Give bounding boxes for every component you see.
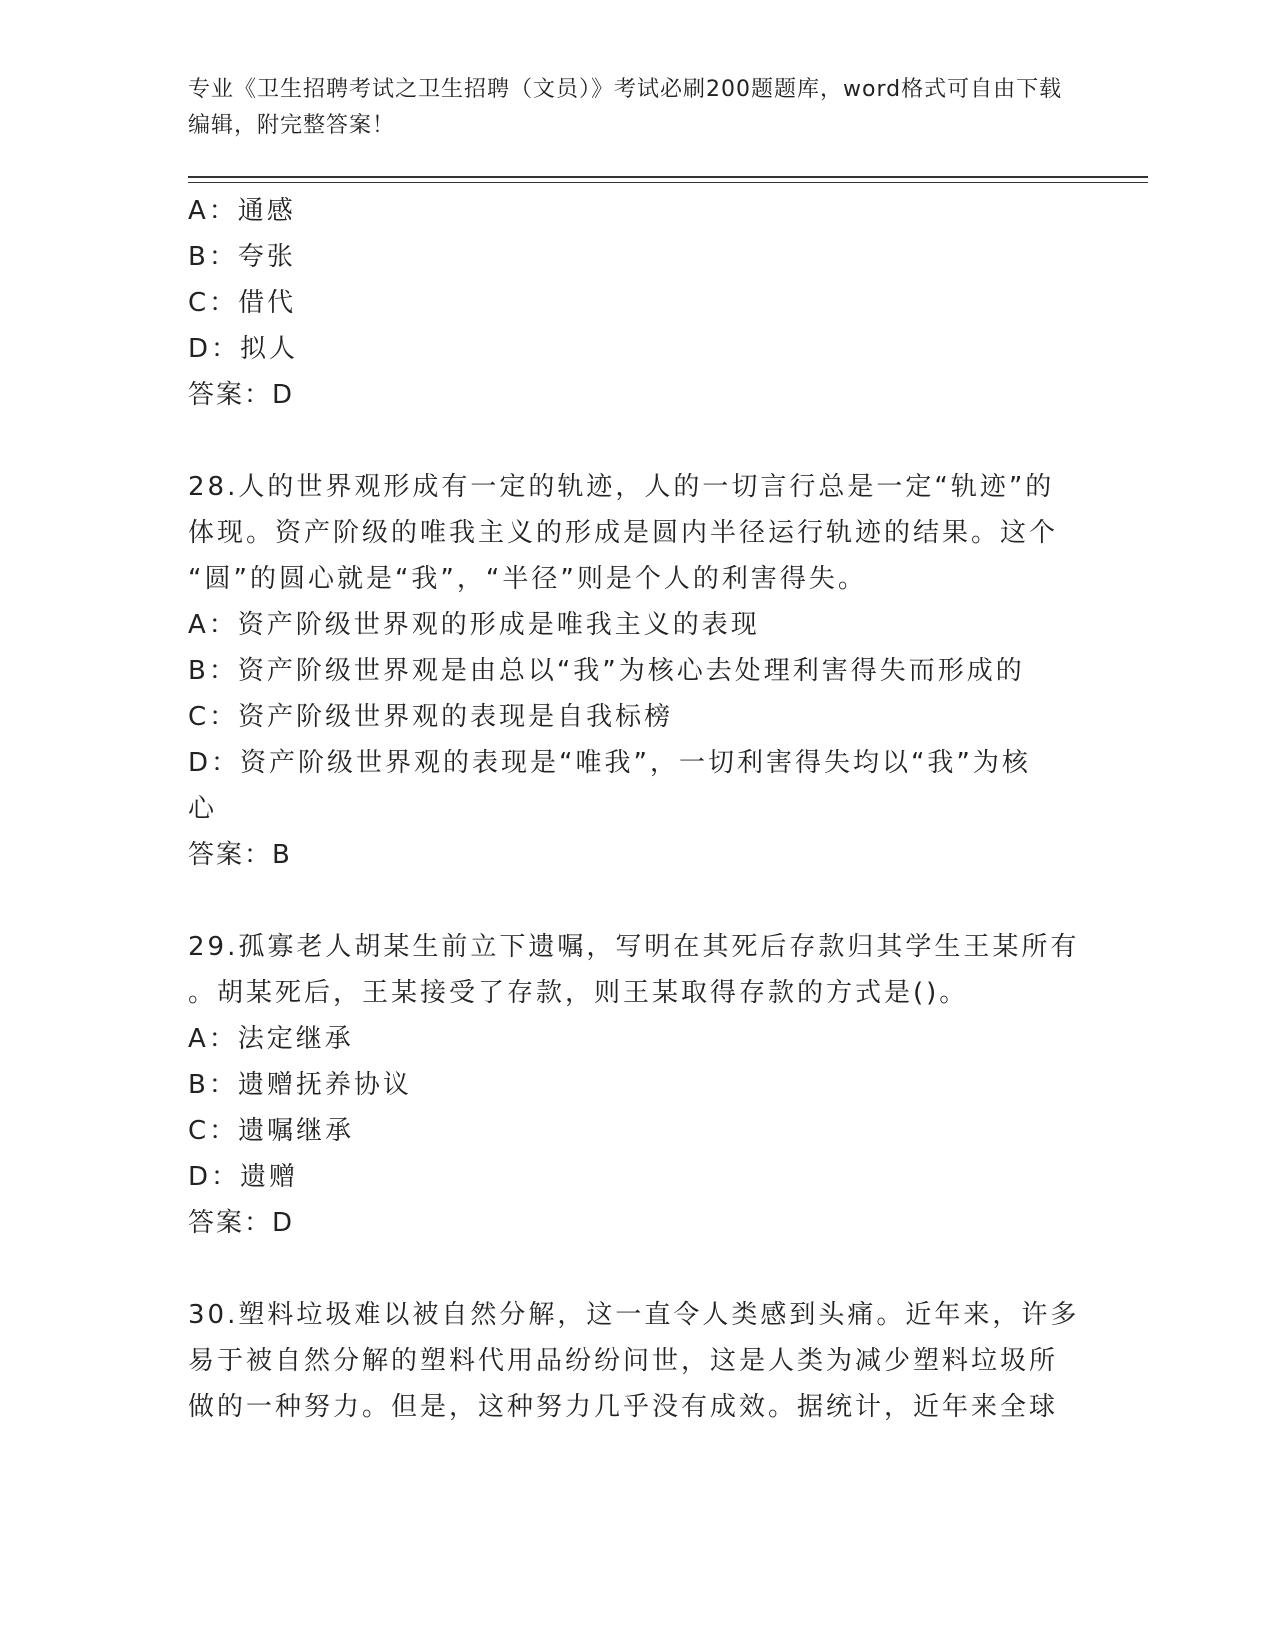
question-30 bbox=[188, 1292, 1088, 1430]
document-header: 专业《卫生招聘考试之卫生招聘（文员）》考试必刷200题题库，word格式可自由下载编辑，附完整答案！ bbox=[188, 77, 1063, 138]
header-rule-thin bbox=[188, 182, 1148, 183]
question-text-line: 做的一种努力。但是，这种努力几乎没有成效。据统计，近年来全球 bbox=[188, 1392, 1059, 1422]
option-d: D：遗赠 bbox=[188, 1162, 299, 1192]
question-29 bbox=[188, 924, 1088, 1246]
option-c: C：遗嘱继承 bbox=[188, 1116, 355, 1146]
header-rule bbox=[188, 176, 1148, 178]
option-d-continued: 心 bbox=[188, 794, 218, 824]
question-text-line: 28.人的世界观形成有一定的轨迹，人的一切言行总是一定“轨迹”的 bbox=[188, 472, 1055, 502]
spacer bbox=[188, 418, 1088, 464]
spacer bbox=[188, 878, 1088, 924]
answer: 答案：D bbox=[188, 380, 295, 410]
question-text-line: 易于被自然分解的塑料代用品纷纷问世，这是人类为减少塑料垃圾所 bbox=[188, 1346, 1059, 1376]
question-content bbox=[188, 188, 1088, 1430]
question-text-line: “圆”的圆心就是“我”，“半径”则是个人的利害得失。 bbox=[188, 564, 867, 594]
option-a: A：通感 bbox=[188, 196, 296, 226]
option-d: D：资产阶级世界观的表现是“唯我”，一切利害得失均以“我”为核 bbox=[188, 748, 1031, 778]
question-27 bbox=[188, 188, 1088, 418]
option-d: D：拟人 bbox=[188, 334, 299, 364]
answer: 答案：B bbox=[188, 840, 292, 870]
answer: 答案：D bbox=[188, 1208, 295, 1238]
option-c: C：资产阶级世界观的表现是自我标榜 bbox=[188, 702, 674, 732]
question-text-line: 30.塑料垃圾难以被自然分解，这一直令人类感到头痛。近年来，许多 bbox=[188, 1300, 1080, 1330]
question-text-line: 29.孤寡老人胡某生前立下遗嘱，写明在其死后存款归其学生王某所有 bbox=[188, 932, 1080, 962]
option-c: C：借代 bbox=[188, 288, 297, 318]
option-a: A：资产阶级世界观的形成是唯我主义的表现 bbox=[188, 610, 760, 640]
option-a: A：法定继承 bbox=[188, 1024, 354, 1054]
option-b: B：夸张 bbox=[188, 242, 296, 272]
question-text-line: 。胡某死后，王某接受了存款，则王某取得存款的方式是()。 bbox=[188, 978, 969, 1008]
option-b: B：资产阶级世界观是由总以“我”为核心去处理利害得失而形成的 bbox=[188, 656, 1025, 686]
option-b: B：遗赠抚养协议 bbox=[188, 1070, 412, 1100]
question-text-line: 体现。资产阶级的唯我主义的形成是圆内半径运行轨迹的结果。这个 bbox=[188, 518, 1059, 548]
spacer bbox=[188, 1246, 1088, 1292]
question-28 bbox=[188, 464, 1088, 878]
